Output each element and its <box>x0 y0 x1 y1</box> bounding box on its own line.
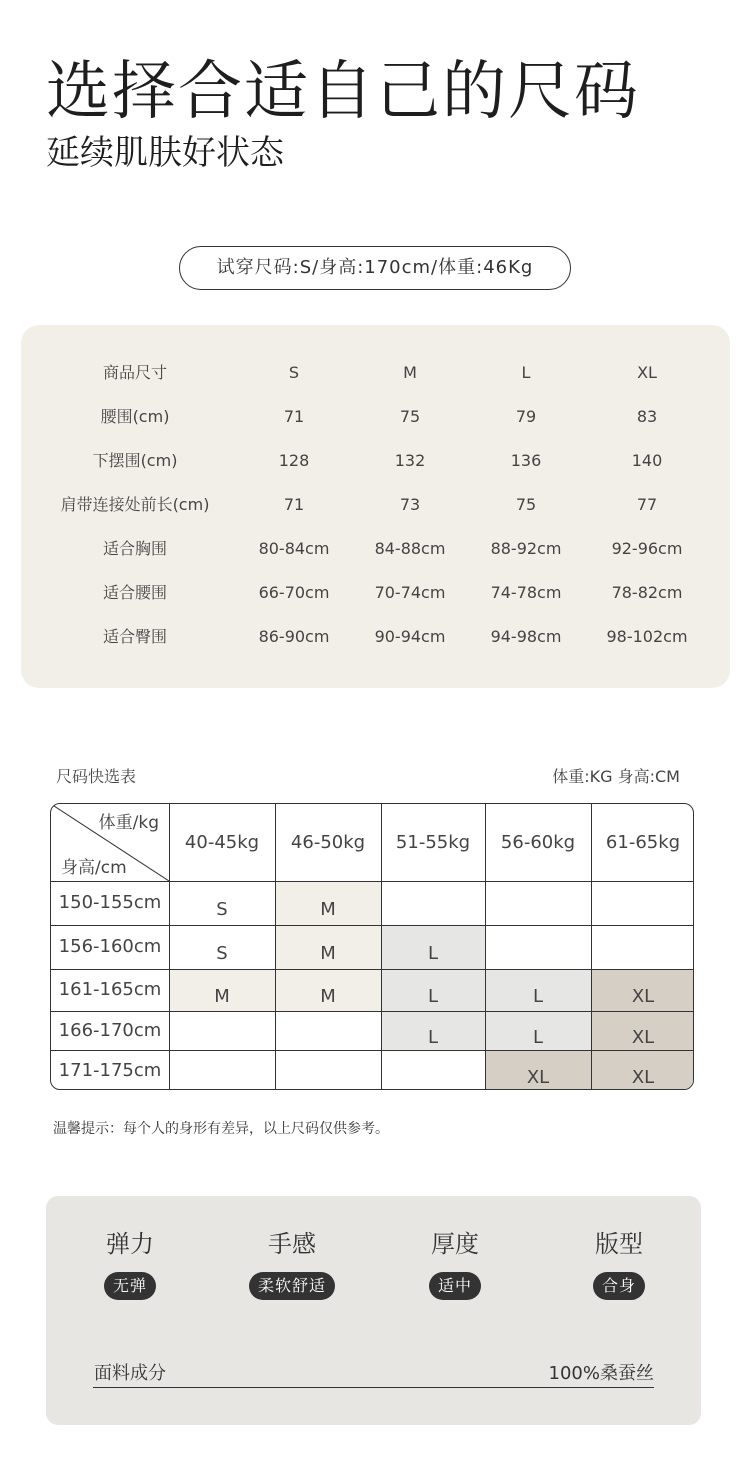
height-label: 156-160cm <box>58 936 162 957</box>
size-cell: 66-70cm <box>258 583 330 602</box>
size-row-label: 适合胸围 <box>102 539 167 558</box>
size-cell: L <box>521 363 531 382</box>
size-quick-select-table <box>50 803 694 1090</box>
size-cell: 94-98cm <box>490 627 562 646</box>
height-label: 161-165cm <box>58 979 162 1000</box>
height-label: 150-155cm <box>58 892 162 913</box>
size-row-label: 适合臀围 <box>102 627 167 646</box>
size-recommendation-cell: L <box>381 1011 485 1050</box>
size-row <box>21 578 730 608</box>
size-cell: 86-90cm <box>258 627 330 646</box>
size-cell: 71 <box>283 495 305 514</box>
size-chart-panel <box>21 325 730 688</box>
weight-header: 40-45kg <box>184 832 260 853</box>
size-cell: 77 <box>636 495 658 514</box>
weight-header: 46-50kg <box>290 832 366 853</box>
size-tip: 温馨提示：每个人的身形有差异，以上尺码仅供参考。 <box>53 1121 389 1137</box>
size-row-label: 腰围(cm) <box>100 407 170 426</box>
size-cell: 75 <box>515 495 537 514</box>
size-cell: 136 <box>510 451 542 470</box>
weight-header: 51-55kg <box>395 832 471 853</box>
fabric-divider <box>93 1387 654 1388</box>
size-row <box>21 402 730 432</box>
size-cell: XL <box>637 363 657 382</box>
size-recommendation-cell: S <box>169 881 275 925</box>
size-cell: 88-92cm <box>490 539 562 558</box>
size-cell: 132 <box>394 451 426 470</box>
size-cell: 70-74cm <box>374 583 446 602</box>
size-row <box>21 446 730 476</box>
size-recommendation-cell <box>485 925 591 969</box>
size-row-label: 肩带连接处前长(cm) <box>60 495 210 514</box>
quick-table-units: 体重:KG 身高:CM <box>552 767 680 786</box>
quick-table-title: 尺码快选表 <box>56 767 137 786</box>
size-recommendation-cell: M <box>275 969 381 1011</box>
size-recommendation-cell <box>381 881 485 925</box>
size-recommendation-cell <box>275 1050 381 1090</box>
size-recommendation-cell: L <box>485 969 591 1011</box>
size-row <box>21 490 730 520</box>
size-recommendation-cell: L <box>381 969 485 1011</box>
size-row <box>21 534 730 564</box>
feature-value-badge: 合身 <box>593 1272 645 1300</box>
size-row <box>21 622 730 652</box>
size-recommendation-cell: XL <box>591 969 694 1011</box>
size-recommendation-cell: M <box>275 881 381 925</box>
corner-height-label: 身高/cm <box>61 858 127 878</box>
size-cell: M <box>403 363 417 382</box>
table-row-divider <box>51 881 693 882</box>
size-cell: 78-82cm <box>611 583 683 602</box>
size-row-label: 下摆围(cm) <box>92 451 178 470</box>
size-recommendation-cell: L <box>485 1011 591 1050</box>
size-cell: 79 <box>515 407 537 426</box>
table-column-divider <box>169 804 170 1089</box>
size-cell: 73 <box>399 495 421 514</box>
size-recommendation-cell <box>169 1011 275 1050</box>
size-row-label: 适合腰围 <box>102 583 167 602</box>
size-cell: 92-96cm <box>611 539 683 558</box>
size-recommendation-cell <box>591 881 694 925</box>
fabric-composition-label: 面料成分 <box>94 1363 166 1384</box>
size-cell: 98-102cm <box>606 627 688 646</box>
size-cell: 90-94cm <box>374 627 446 646</box>
size-recommendation-cell: XL <box>591 1050 694 1090</box>
table-row-divider <box>51 1050 693 1051</box>
size-recommendation-cell <box>591 925 694 969</box>
fabric-info-panel <box>46 1196 701 1425</box>
size-cell: 80-84cm <box>258 539 330 558</box>
size-cell: 84-88cm <box>374 539 446 558</box>
table-column-divider <box>485 804 486 1089</box>
size-recommendation-cell: XL <box>485 1050 591 1090</box>
size-recommendation-cell: S <box>169 925 275 969</box>
size-recommendation-cell: M <box>169 969 275 1011</box>
feature-title: 手感 <box>268 1230 316 1258</box>
table-corner-header <box>51 804 169 881</box>
height-label: 166-170cm <box>58 1020 162 1041</box>
weight-header: 61-65kg <box>605 832 681 853</box>
table-column-divider <box>275 804 276 1089</box>
table-row-divider <box>51 1011 693 1012</box>
page-title: 选择合适自己的尺码 <box>46 55 640 129</box>
size-row <box>21 358 730 388</box>
tryon-size-note: 试穿尺码:S/身高:170cm/体重:46Kg <box>179 246 571 290</box>
table-row-divider <box>51 969 693 970</box>
size-cell: 74-78cm <box>490 583 562 602</box>
feature-title: 版型 <box>595 1230 643 1258</box>
feature-value-badge: 适中 <box>429 1272 481 1300</box>
table-row-divider <box>51 925 693 926</box>
size-recommendation-cell: XL <box>591 1011 694 1050</box>
size-recommendation-cell: M <box>275 925 381 969</box>
feature-value-badge: 无弹 <box>104 1272 156 1300</box>
page-subtitle: 延续肌肤好状态 <box>46 133 284 173</box>
size-recommendation-cell <box>275 1011 381 1050</box>
size-cell: 83 <box>636 407 658 426</box>
size-cell: 128 <box>278 451 310 470</box>
weight-header: 56-60kg <box>500 832 576 853</box>
size-cell: 140 <box>631 451 663 470</box>
size-recommendation-cell <box>169 1050 275 1090</box>
size-recommendation-cell <box>485 881 591 925</box>
size-cell: 71 <box>283 407 305 426</box>
table-column-divider <box>381 804 382 1089</box>
size-cell: S <box>288 363 300 382</box>
feature-title: 弹力 <box>106 1230 154 1258</box>
size-recommendation-cell: L <box>381 925 485 969</box>
fabric-composition-value: 100%桑蚕丝 <box>548 1363 654 1384</box>
table-column-divider <box>591 804 592 1089</box>
size-cell: 75 <box>399 407 421 426</box>
corner-weight-label: 体重/kg <box>98 813 159 833</box>
feature-title: 厚度 <box>431 1230 479 1258</box>
size-row-label: 商品尺寸 <box>102 363 167 382</box>
feature-value-badge: 柔软舒适 <box>249 1272 335 1300</box>
size-recommendation-cell <box>381 1050 485 1090</box>
height-label: 171-175cm <box>58 1060 162 1081</box>
